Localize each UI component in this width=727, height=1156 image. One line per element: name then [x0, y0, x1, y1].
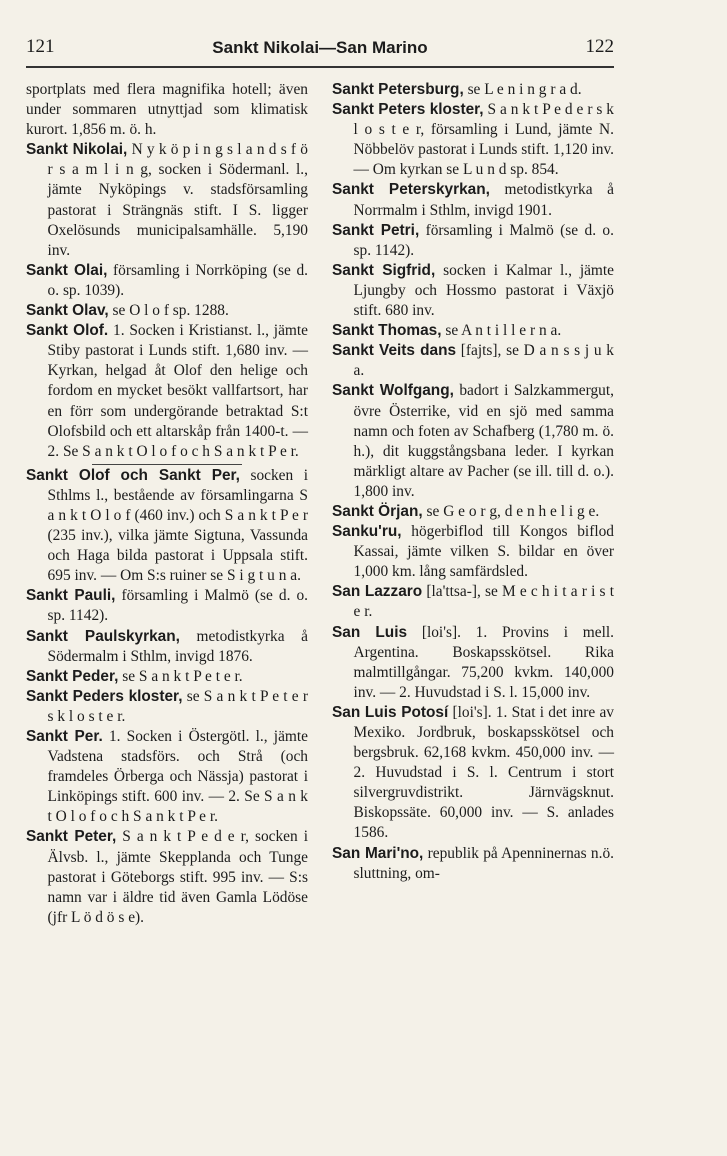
entry-text: socken i Kalmar l., jämte Ljungby och Hossmo pastorat i Växjö stift. 680 inv. [353, 261, 615, 320]
entry-text: republik på Apenninernas n.ö. sluttning, om- [353, 844, 614, 882]
dictionary-entry [26, 727, 308, 827]
entry-text: se L e n i n g r a d. [463, 81, 582, 98]
right-column [332, 80, 614, 884]
entry-headword: Sankt Olav, [26, 302, 109, 320]
entry-headword: Sankt Per. [26, 728, 103, 745]
entry-headword: Sankt Peter, [26, 828, 117, 846]
entry-text: församling i Malmö (se d. o. sp. 1142). [353, 221, 614, 259]
entry-headword: San Lazzaro [332, 583, 423, 601]
entry-text: sportplats med flera magnifika hotell; även under sommaren utnyttjad som klimatisk kurort. 1,856 m. ö. h. [26, 81, 308, 139]
entry-headword: San Mari'no, [332, 844, 424, 862]
dictionary-entry [26, 80, 308, 140]
entry-text: S a n k t P e d e r s k l o s t e r, församling i Lund, jämte N. Nöbbelöv pastorat i Lunds stift. 1,120 inv. — Om kyrkan se L u n d sp. 854. [353, 101, 614, 179]
entry-headword: Sankt Peters kloster, [332, 101, 484, 119]
dictionary-entry [26, 827, 308, 927]
dictionary-entry [26, 301, 308, 321]
entry-headword: San Luis [332, 623, 408, 641]
entry-headword: Sankt Peterskyrkan, [332, 181, 490, 199]
entry-text: högerbiflod till Kongos biflod Kassai, jämte vilken S. bildar en över 1,000 km. lång samfärdsled. [353, 523, 614, 581]
dictionary-entry [26, 466, 308, 587]
dictionary-entry [332, 502, 614, 522]
entry-headword: Sankt Olof. [26, 322, 109, 340]
dictionary-entry [332, 180, 614, 220]
dictionary-entry [26, 261, 308, 301]
entry-text: församling i Malmö (se d. o. sp. 1142). [47, 587, 308, 625]
entry-headword: Sankt Peders kloster, [26, 687, 183, 705]
dictionary-entry [26, 687, 308, 727]
entry-text: se A n t i l l e r n a. [441, 322, 562, 340]
dictionary-entry [332, 261, 614, 321]
dictionary-entry [332, 703, 614, 844]
dictionary-entry [26, 586, 308, 626]
entry-text: metodistkyrka å Norrmalm i Sthlm, invigd 1901. [353, 181, 614, 219]
dictionary-entry [26, 667, 308, 687]
running-title: Sankt Nikolai—San Marino [212, 38, 428, 57]
right-page-number: 122 [585, 36, 614, 57]
entry-text: [loi's]. 1. Provins i mell. Argentina. Boskapsskötsel. Rika malmtillgångar. 75,200 kvkm. 140,000 inv. — 2. Huvudstad i S. l. 15,000 inv. [353, 623, 615, 701]
entry-headword: Sankt Petersburg, [332, 81, 464, 98]
dictionary-entry [332, 381, 614, 502]
entry-text: S a n k t P e d e r, socken i Älvsb. l., jämte Skepplanda och Tunge pastorat i Göteborgs stift. 995 inv. — S:s namn var i äldre tid även Gamla Lödöse (jfr L ö d ö s e). [47, 828, 308, 926]
dictionary-entry [332, 623, 614, 703]
dictionary-entry [332, 522, 614, 582]
header-rule [26, 66, 614, 68]
dictionary-entry [332, 844, 614, 884]
entry-text: [loi's]. 1. Stat i det inre av Mexiko. Jordbruk, boskapsskötsel och bergsbruk. 62,168 kvkm. 450,000 inv. — 2. Huvudstad i S. l. Centrum i stort silvergruvdistrikt. Järnvägsknut. Biskopssäte. 60,000 inv. — S. anlades 1586. [353, 703, 615, 842]
entry-text: badort i Salzkammergut, övre Österrike, vid en sjö med samma namn och foten av Schafberg (1,780 m. ö. h.), dit kuggstångsbana leder. I kyrkan märkligt altare av Pacher (se ill. till d. o.). 1,800 inv. [353, 382, 615, 500]
left-column [26, 80, 308, 928]
dictionary-entry [26, 627, 308, 667]
dictionary-entry [332, 321, 614, 341]
entry-text: se S a n k t P e t e r. [118, 667, 243, 685]
entry-headword: Sanku'ru, [332, 523, 402, 541]
entry-text: socken i Sthlms l., bestående av församlingarna S a n k t O l o f (460 inv.) och S a n k t P e r (235 inv.), vilka jämte Sigtuna, Vassunda och Haga bilda pastorat i Uppsala stift. 695 inv. — Om S:s ruiner se S i g t u n a. [47, 466, 308, 585]
dictionary-entry [332, 341, 614, 381]
entry-headword: Sankt Pauli, [26, 587, 116, 605]
dictionary-entry [26, 321, 308, 462]
entry-headword: Sankt Olai, [26, 261, 108, 279]
entry-headword: Sankt Nikolai, [26, 141, 128, 159]
dictionary-entry [26, 140, 308, 261]
entry-text: se O l o f sp. 1288. [108, 302, 229, 320]
entry-headword: Sankt Örjan, [332, 502, 423, 520]
dictionary-entry [332, 100, 614, 180]
left-page-number: 121 [26, 36, 55, 57]
entry-text: metodistkyrka å Södermalm i Sthlm, invigd 1876. [47, 627, 308, 665]
entry-headword: Sankt Paulskyrkan, [26, 627, 180, 645]
entry-text: N y k ö p i n g s l a n d s f ö r s a m l i n g, socken i Södermanl. l., jämte Nyköpings v. stadsförsamling pastorat i Strängnäs stift. I S. ligger Oxelösunds municipalsamhälle. 5,190 inv. [47, 141, 308, 259]
entry-text: [la'ttsa-], se M e c h i t a r i s t e r. [353, 583, 614, 621]
dictionary-entry [332, 80, 614, 100]
entry-headword: Sankt Veits dans [332, 342, 457, 360]
entry-separator [92, 464, 242, 465]
entry-text: [fajts], se D a n s s j u k a. [353, 342, 614, 380]
entry-headword: Sankt Sigfrid, [332, 261, 436, 279]
entry-headword: San Luis Potosí [332, 703, 449, 721]
entry-headword: Sankt Petri, [332, 221, 420, 239]
dictionary-entry [332, 221, 614, 261]
entry-headword: Sankt Thomas, [332, 322, 442, 340]
entry-headword: Sankt Olof och Sankt Per, [26, 466, 240, 484]
entry-text: 1. Socken i Kristianst. l., jämte Stiby pastorat i Lunds stift. 1,680 inv. — Kyrkan, helgad åt Olof den helige och fordom en mycket besökt vallfartsort, har en förr som undergörande betraktad S:t Olofsbild och ett altarskåp från 1400-t. — 2. Se S a n k t O l o f o c h S a n k t P e r. [47, 322, 308, 460]
dictionary-entry [332, 582, 614, 622]
entry-text: se S a n k t P e t e r s k l o s t e r. [47, 687, 308, 725]
entry-text: se G e o r g, d e n h e l i g e. [422, 502, 600, 520]
entry-text: församling i Norrköping (se d. o. sp. 1039). [47, 261, 308, 299]
entry-headword: Sankt Wolfgang, [332, 382, 454, 400]
entry-text: 1. Socken i Östergötl. l., jämte Vadstena stadsförs. och Strå (och framdeles Örberga och Nässja) pastorat i Linköpings stift. 600 inv. — 2. Se S a n k t O l o f o c h S a n k t P e r. [47, 728, 308, 826]
entry-headword: Sankt Peder, [26, 667, 119, 685]
page-header [26, 36, 614, 66]
